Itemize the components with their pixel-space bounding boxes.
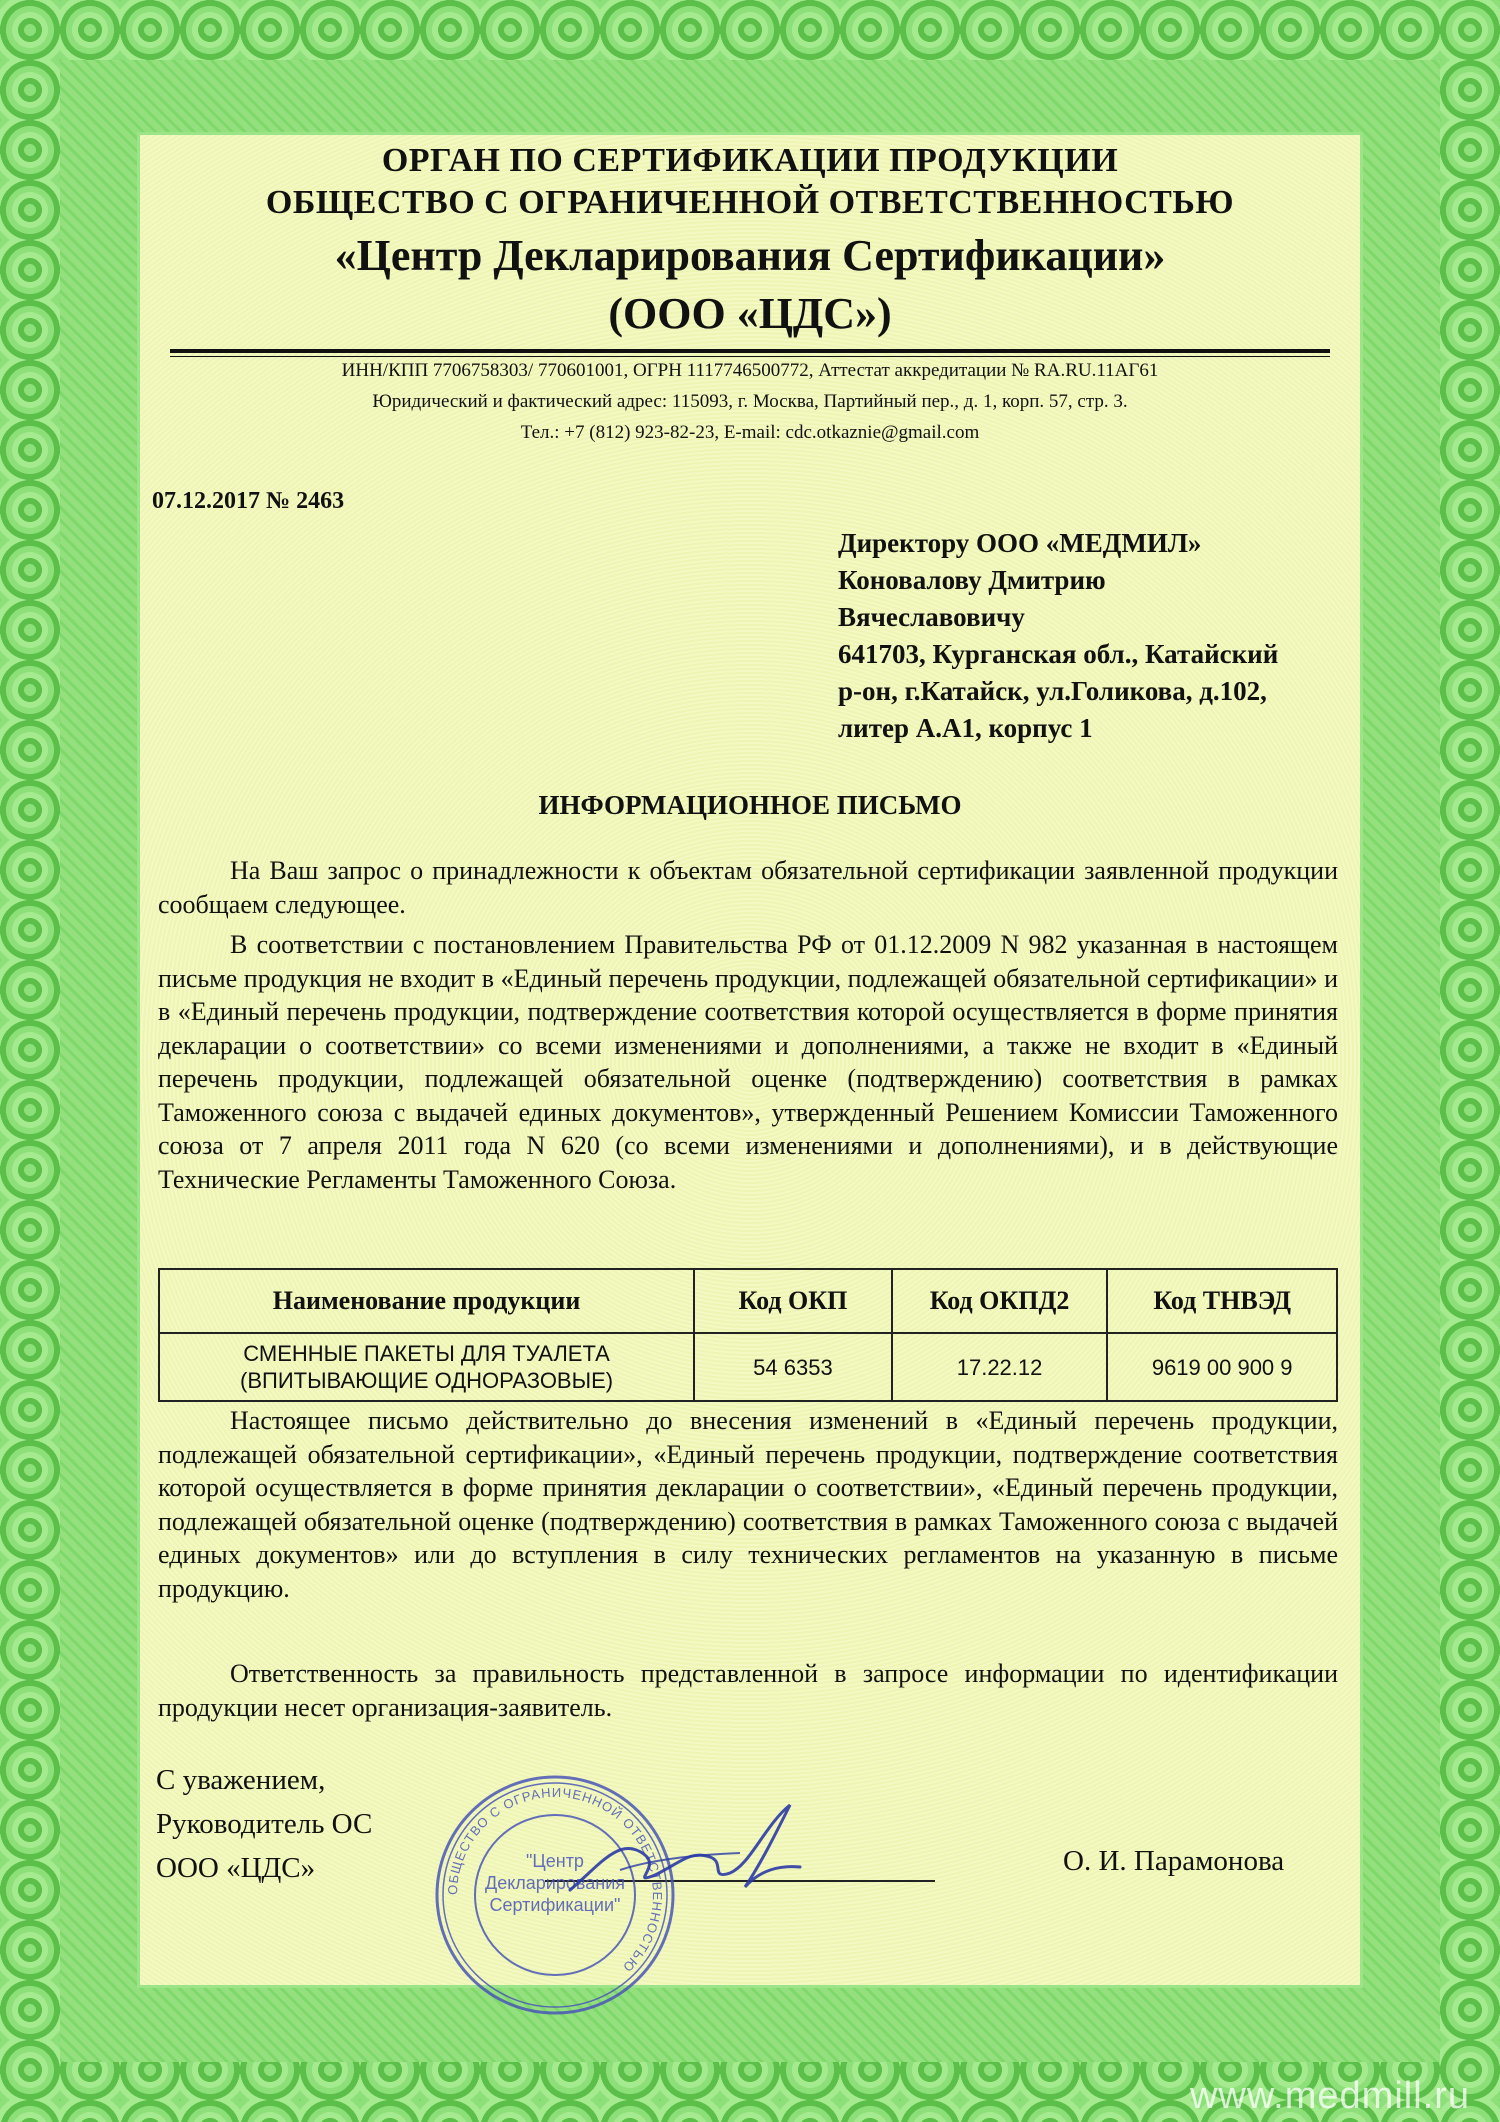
org-title-name: «Центр Декларирования Сертификации» [334,231,1166,280]
addressee-line: р-он, г.Катайск, ул.Голикова, д.102, [838,676,1267,706]
paragraph-validity [158,1404,1338,1605]
signatory-name: О. И. Парамонова [1063,1845,1285,1877]
requisites-address: Юридический и фактический адрес: 115093, г. Москва, Партийный пер., д. 1, корп. 57, стр. 3. [372,391,1128,412]
paragraph-request [158,854,1338,921]
cell-okpd2: 17.22.12 [892,1333,1108,1401]
paragraph-text: Настоящее письмо действительно до внесения изменений в «Единый перечень продукции, подлежащей обязательной сертификации», «Единый перечень продукции, подтверждение соответствия которой осуществляется в форме принятия декларации о соответствии», «Единый перечень продукции, подлежащей обязательной оценке (подтверждению) соответствия в рамках Таможенного союза с выдачей единых документов» или до вступления в силу технических регламентов на указанную в письме продукцию. [158,1406,1338,1603]
letter-date-number: 07.12.2017 № 2463 [152,488,345,514]
column-header-tnved: Код ТНВЭД [1107,1269,1337,1333]
requisites-tax-ids: ИНН/КПП 7706758303/ 770601001, ОГРН 1117746500772, Аттестат аккредитации № RA.RU.11АГ61 [341,360,1159,381]
header-divider [170,349,1330,353]
org-title-line1: ОРГАН ПО СЕРТИФИКАЦИИ ПРОДУКЦИИ [381,142,1119,179]
org-title-short: (ООО «ЦДС») [608,289,892,338]
cell-tnved: 9619 00 900 9 [1107,1333,1337,1401]
paragraph-text: В соответствии с постановлением Правительства РФ от 01.12.2009 N 982 указанная в настоящем письме продукция не входит в «Единый перечень продукции, подлежащей обязательной сертификации» и в «Единый перечень продукции, подтверждение соответствия которой осуществляется в форме принятия декларации о соответствии» со всеми изменениями и дополнениями, а также не входит в «Единый перечень продукции, подлежащей обязательной оценке (подтверждению) соответствия в рамках Таможенного союза с выдачей единых документов», утвержденный Решением Комиссии Таможенного союза от 7 апреля 2011 года N 620 (со всеми изменениями и дополнениями), и в действующие Технические Регламенты Таможенного Союза. [158,930,1338,1194]
paragraph-text: Ответственность за правильность представленной в запросе информации по идентификации продукции несет организация-заявитель. [158,1659,1338,1722]
column-header-okp: Код ОКП [694,1269,892,1333]
org-title-line2: ОБЩЕСТВО С ОГРАНИЧЕННОЙ ОТВЕТСТВЕННОСТЬЮ [265,184,1235,221]
site-watermark: www.medmill.ru [1189,2075,1470,2117]
addressee-line: Коновалову Дмитрию [838,565,1106,595]
paragraph-responsibility [158,1657,1338,1724]
cell-product-name: СМЕННЫЕ ПАКЕТЫ ДЛЯ ТУАЛЕТА (ВПИТЫВАЮЩИЕ ОДНОРАЗОВЫЕ) [159,1333,694,1401]
paragraph-text: На Ваш запрос о принадлежности к объектам обязательной сертификации заявленной продукции сообщаем следующее. [158,856,1338,919]
handwritten-signature [560,1795,810,1915]
products-table [158,1268,1338,1402]
requisites-contacts: Тел.: +7 (812) 923-82-23, E-mail: cdc.otkaznie@gmail.com [520,422,980,443]
stamp-ring-text: ОБЩЕСТВО С ОГРАНИЧЕННОЙ ОТВЕТСТВЕННОСТЬЮ [444,1784,666,1976]
stamp-center-text: "Центр Декларирования Сертификации" [485,1851,625,1915]
letter-title: ИНФОРМАЦИОННОЕ ПИСЬМО [538,790,962,820]
addressee-block [838,525,1348,747]
cell-okp: 54 6353 [694,1333,892,1401]
header-divider-thin [170,356,1330,357]
signoff-position: Руководитель ОС [156,1808,373,1840]
addressee-line: Директору ООО «МЕДМИЛ» [838,528,1202,558]
table-header-row [159,1269,1337,1333]
column-header-product: Наименование продукции [159,1269,694,1333]
signoff-regards: С уважением, [156,1764,326,1796]
signoff-block [156,1758,372,1890]
addressee-line: Вячеславовичу [838,602,1025,632]
signoff-org: ООО «ЦДС» [156,1852,316,1884]
table-row [159,1333,1337,1401]
addressee-line: литер А.А1, корпус 1 [838,713,1093,743]
column-header-okpd2: Код ОКПД2 [892,1269,1108,1333]
addressee-line: 641703, Курганская обл., Катайский [838,639,1279,669]
paragraph-decision [158,928,1338,1196]
